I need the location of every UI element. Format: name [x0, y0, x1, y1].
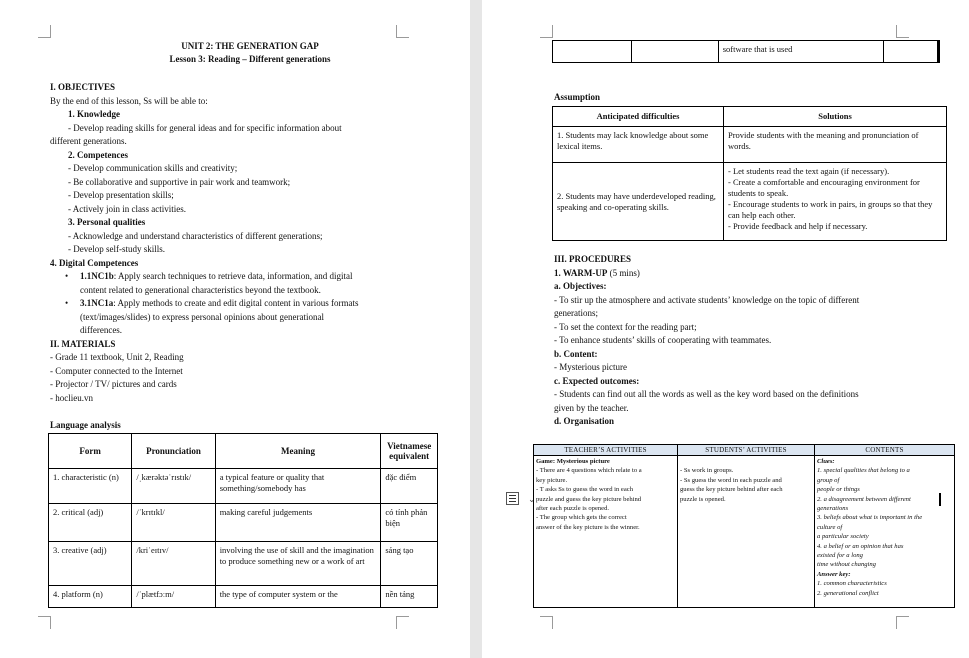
clue-line: generations [817, 505, 849, 513]
clues-label: Clues: [817, 458, 835, 465]
digital-competences-heading: 4. Digital Competences [50, 257, 139, 268]
answer-key-label: Answer key: [817, 570, 851, 578]
table-row [49, 542, 438, 586]
clue-line: 2. a disagreement between different [817, 495, 911, 503]
lesson-subtitle: Lesson 3: Reading – Different generations [169, 54, 331, 64]
solution-line: - Encourage students to work in pairs, in groups so that they can help each other. [728, 199, 933, 220]
student-activities-cell [678, 456, 815, 608]
clue-line: time without changing [817, 561, 876, 569]
organisation-label: d. Organisation [554, 416, 615, 426]
page-corner-mark [540, 25, 553, 38]
pronunciation-cell: /ˈkrɪtɪkl/ [132, 504, 215, 542]
clue-line: 3. beliefs about what is important in the [817, 514, 923, 522]
difficulty-cell: 2. Students may have underdeveloped reading, speaking and co-operating skills. [553, 163, 724, 241]
table-row [553, 41, 939, 63]
table-row [49, 469, 438, 504]
competence-item: - Develop presentation skills; [68, 190, 174, 200]
teacher-line: - T asks Ss to guess the word in each [536, 486, 634, 494]
vietnamese-cell: có tính phản biện [381, 504, 438, 542]
competence-text: (text/images/slides) to express personal opinions about generational [80, 311, 324, 322]
competence-code: 1.1NC1b [80, 271, 114, 281]
vietnamese-cell: nền tảng [381, 586, 438, 608]
page-corner-mark [896, 25, 909, 38]
solution-line: - Let students read the text again (if necessary). [728, 166, 890, 176]
column-header: CONTENTS [815, 445, 955, 456]
knowledge-heading: 1. Knowledge [68, 109, 121, 119]
column-header: STUDENTS’ ACTIVITIES [678, 445, 815, 456]
pronunciation-cell: /ˌkærəktəˈrɪstɪk/ [132, 469, 215, 504]
table-row [553, 163, 947, 241]
objective-line: - To set the context for the reading part; [554, 321, 697, 332]
clue-line: a particular society [817, 533, 869, 541]
content-line: - Mysterious picture [554, 362, 627, 372]
teacher-line: after each puzzle is opened. [536, 505, 610, 513]
column-header: Pronunciation [132, 434, 215, 469]
layout-options-icon[interactable] [506, 492, 519, 505]
content-label: b. Content: [554, 348, 598, 359]
column-header: Anticipated difficulties [553, 107, 724, 127]
outcome-line: - Students can find out all the words as well as the key word based on the definitions [554, 389, 859, 399]
form-cell: 3. creative (adj) [49, 542, 132, 586]
student-line: puzzle is opened. [680, 495, 726, 503]
outcomes-label: c. Expected outcomes: [554, 375, 640, 386]
column-header: Meaning [215, 434, 381, 469]
assumption-heading: Assumption [554, 92, 601, 102]
objectives-intro: By the end of this lesson, Ss will be able to: [50, 95, 208, 106]
clue-line: group of [817, 476, 840, 484]
material-item: - Computer connected to the Internet [50, 365, 183, 376]
material-item: - Projector / TV/ pictures and cards [50, 379, 177, 389]
competence-item: - Be collaborative and supportive in pair work and teamwork; [68, 176, 291, 187]
student-line: guess the key picture behind after each [680, 486, 783, 494]
language-analysis-table [48, 433, 438, 608]
procedures-heading: III. PROCEDURES [554, 254, 632, 264]
meaning-cell: a typical feature or quality that something/somebody has [215, 469, 381, 504]
solution-line: Provide students with the meaning and pronunciation of words. [728, 130, 919, 151]
student-line: - Ss guess the word in each puzzle and [680, 476, 782, 484]
page-corner-mark [540, 616, 553, 629]
page-corner-mark [396, 25, 409, 38]
student-line: - Ss work in groups. [680, 467, 734, 475]
column-header: Vietnamese equivalent [381, 434, 438, 469]
digital-competence-item [65, 297, 450, 338]
clue-line: existed for a long [817, 552, 863, 560]
clue-line: people or things [817, 486, 860, 494]
competence-item: - Develop communication skills and creativity; [68, 163, 238, 173]
table-header-row [49, 434, 438, 469]
assumption-table [552, 106, 947, 241]
material-item: - hoclieu.vn [50, 392, 93, 403]
clue-line: 4. a belief or an opinion that has [817, 542, 904, 550]
knowledge-line: different generations. [50, 136, 127, 146]
teacher-line: - There are 4 questions which relate to a [536, 467, 642, 475]
competence-code: 3.1NC1a [80, 298, 114, 308]
teacher-line: key picture. [536, 476, 568, 484]
digital-competence-list [50, 270, 450, 338]
contents-cell [815, 456, 955, 608]
competence-text: : Apply search techniques to retrieve data, information, and digital [113, 271, 353, 281]
column-header: TEACHER’S ACTIVITIES [534, 445, 678, 456]
meaning-cell: software that is used [718, 41, 884, 63]
text-cursor [939, 493, 941, 506]
document-page-left [0, 0, 470, 658]
outcome-line: given by the teacher. [554, 402, 629, 413]
form-cell: 4. platform (n) [49, 586, 132, 608]
page-corner-mark [38, 25, 51, 38]
table-row [49, 504, 438, 542]
table-header-row [553, 107, 947, 127]
bullet-icon: • [65, 271, 69, 281]
teacher-line: puzzle and guess the key picture behind [536, 495, 642, 503]
pronunciation-cell: /kriˈeɪtɪv/ [132, 542, 215, 586]
materials-heading: II. MATERIALS [50, 338, 116, 349]
personal-qualities-heading: 3. Personal qualities [68, 217, 146, 227]
language-table-continued [552, 40, 940, 63]
table-row [553, 127, 947, 163]
pronunciation-cell: /ˈplætfɔːm/ [132, 586, 215, 608]
warmup-heading: 1. WARM-UP [554, 267, 608, 278]
solution-cell [724, 127, 947, 163]
procedures-section [554, 253, 954, 429]
objectives-section [50, 81, 450, 405]
solution-line: - Provide feedback and help if necessary. [728, 221, 868, 231]
chevron-down-icon[interactable]: ⌄ [528, 494, 536, 504]
activities-table [533, 444, 955, 608]
competence-item: - Actively join in class activities. [68, 203, 186, 214]
competence-text: : Apply methods to create and edit digital content in various formats [113, 298, 359, 308]
lesson-unit-title: UNIT 2: THE GENERATION GAP [181, 41, 319, 51]
document-page-right [482, 0, 969, 658]
objectives-heading: I. OBJECTIVES [50, 82, 116, 92]
game-title: Game: Mysterious picture [536, 458, 610, 465]
meaning-cell: making careful judgements [215, 504, 381, 542]
solution-line: - Create a comfortable and encouraging environment for students to speak. [728, 177, 920, 198]
competence-text: differences. [80, 325, 123, 335]
answer-line: 1. common characteristics [817, 580, 887, 588]
personal-quality-item: - Acknowledge and understand characteristics of different generations; [68, 230, 323, 241]
bullet-icon: • [65, 298, 69, 308]
personal-quality-item: - Develop self-study skills. [68, 244, 165, 254]
page-corner-mark [896, 616, 909, 629]
meaning-cell: involving the use of skill and the imagination to produce something new or a work of art [215, 542, 381, 586]
page-corner-mark [38, 616, 51, 629]
vietnamese-cell: đặc điểm [381, 469, 438, 504]
teacher-line: - The group which gets the correct [536, 514, 627, 522]
form-cell [553, 41, 632, 63]
answer-line: 2. generational conflict [817, 589, 879, 597]
column-header: Solutions [724, 107, 947, 127]
clue-line: culture of [817, 523, 843, 531]
form-cell: 2. critical (adj) [49, 504, 132, 542]
language-analysis-heading: Language analysis [50, 420, 121, 430]
table-header-row [534, 445, 955, 456]
vietnamese-cell: sáng tạo [381, 542, 438, 586]
column-header: Form [49, 434, 132, 469]
clue-line: 1. special qualities that belong to a [817, 467, 910, 475]
teacher-activities-cell [534, 456, 678, 608]
solution-cell [724, 163, 947, 241]
page-corner-mark [396, 616, 409, 629]
digital-competence-item [65, 270, 450, 297]
table-row [49, 586, 438, 608]
pronunciation-cell [631, 41, 718, 63]
difficulty-cell: 1. Students may lack knowledge about some lexical items. [553, 127, 724, 163]
table-row [534, 456, 955, 608]
teacher-line: answer of the key picture is the winner. [536, 523, 640, 531]
warmup-time: (5 mins) [607, 267, 640, 278]
vietnamese-cell [884, 41, 939, 63]
meaning-cell: the type of computer system or the [215, 586, 381, 608]
objective-line: - To enhance students’ skills of cooperating with teammates. [554, 335, 772, 345]
objectives-label: a. Objectives: [554, 281, 607, 291]
competences-heading: 2. Competences [68, 149, 128, 160]
material-item: - Grade 11 textbook, Unit 2, Reading [50, 352, 184, 362]
objective-line: - To stir up the atmosphere and activate students’ knowledge on the topic of different [554, 294, 860, 305]
objective-line: generations; [554, 308, 598, 318]
form-cell: 1. characteristic (n) [49, 469, 132, 504]
knowledge-line: - Develop reading skills for general ideas and for specific information about [68, 122, 342, 133]
competence-text: content related to generational characteristics beyond the textbook. [80, 284, 321, 295]
